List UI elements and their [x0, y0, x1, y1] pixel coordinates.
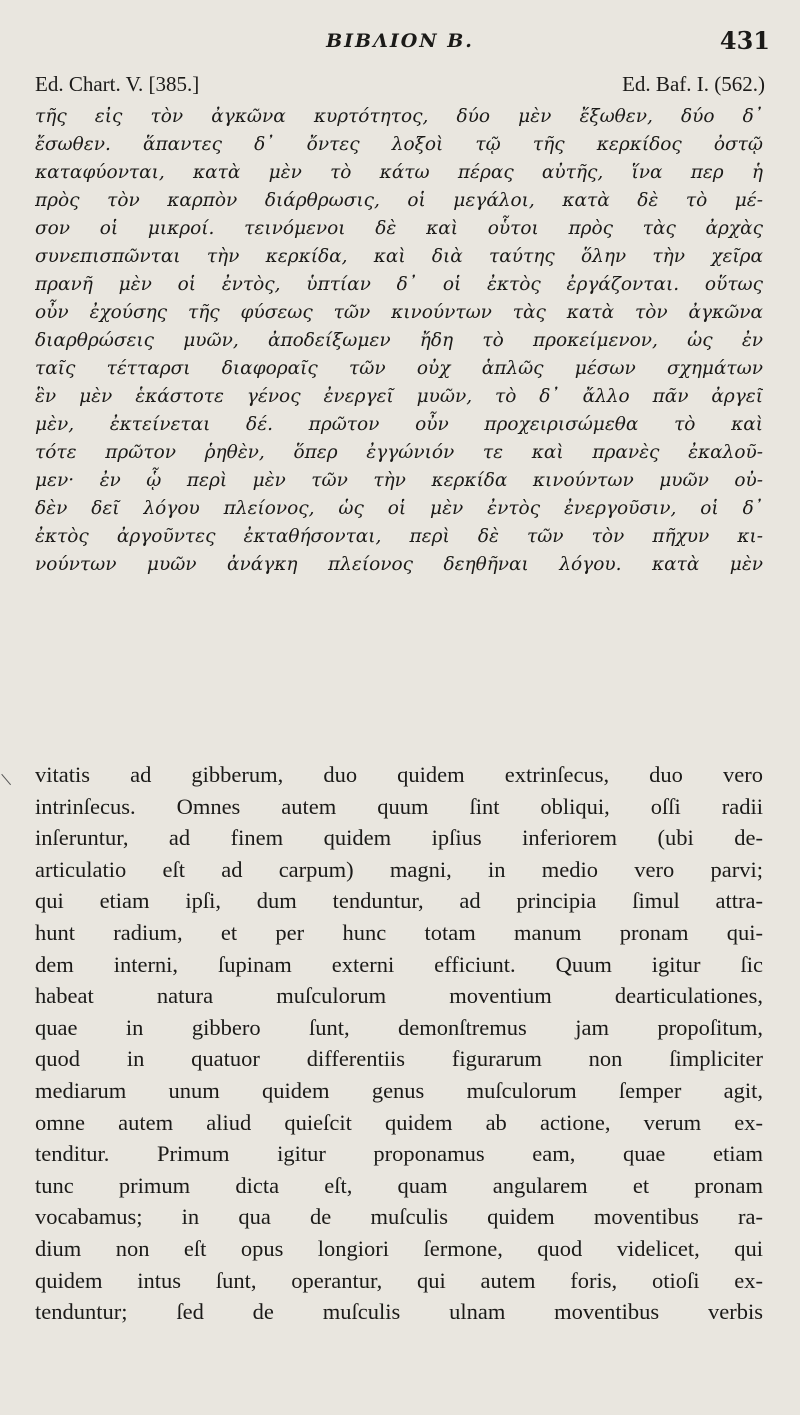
latin-text-block — [35, 759, 763, 1328]
page-number: 431 — [719, 26, 770, 55]
greek-line: πρανῆ μὲν οἱ ἐντὸς, ὑπτίαν δ᾽ οἱ ἐκτὸς ἐργάζονται. οὕτως — [35, 274, 763, 295]
running-head — [0, 26, 800, 60]
latin-line: mediarum unum quidem genus muſculorum ſemper agit, — [35, 1077, 763, 1103]
greek-line: σον οἱ μικροί. τεινόμενοι δὲ καὶ οὗτοι πρὸς τὰς ἀρχὰς — [35, 218, 763, 239]
latin-line: quidem intus ſunt, operantur, qui autem foris, otioſi ex- — [35, 1267, 763, 1293]
latin-line: dem interni, ſupinam externi efficiunt. Quum igitur ſic — [35, 951, 763, 977]
greek-line: τότε πρῶτον ῥηθὲν, ὅπερ ἐγγώνιόν τε καὶ πρανὲς ἐκαλοῦ- — [35, 442, 763, 463]
latin-line: habeat natura muſculorum moventium dearticulationes, — [35, 983, 763, 1009]
greek-text-block — [35, 103, 763, 579]
greek-line: ἔσωθεν. ἅπαντες δ᾽ ὄντες λοξοὶ τῷ τῆς κερκίδος ὀστῷ — [35, 134, 763, 155]
latin-line: dium non eſt opus longiori ſermone, quod videlicet, qui — [35, 1235, 763, 1261]
latin-line: articulatio eſt ad carpum) magni, in medio vero parvi; — [35, 856, 763, 882]
book-title: ΒΙΒΛΙΟΝ Β. — [326, 30, 474, 52]
margin-mark — [1, 765, 21, 785]
greek-line: οὖν ἐχούσης τῆς φύσεως τῶν κινούντων τὰς κατὰ τὸν ἀγκῶνα — [35, 302, 763, 323]
latin-line: hunt radium, et per hunc totam manum pronam qui- — [35, 919, 763, 945]
latin-line: tenduntur; ſed de muſculis ulnam moventibus verbis — [35, 1299, 763, 1325]
greek-line: μὲν, ἐκτείνεται δέ. πρῶτον οὖν προχειρισώμεθα τὸ καὶ — [35, 414, 763, 435]
edition-chartier: Ed. Chart. V. [385.] — [35, 72, 200, 96]
latin-line: vocabamus; in qua de muſculis quidem moventibus ra- — [35, 1204, 763, 1230]
latin-line: tenditur. Primum igitur proponamus eam, quae etiam — [35, 1141, 763, 1167]
greek-line: νούντων μυῶν ἀνάγκη πλείονος δεηθῆναι λόγου. κατὰ μὲν — [35, 554, 763, 575]
edition-basel: Ed. Baf. I. (562.) — [622, 72, 765, 96]
greek-line: συνεπισπῶνται τὴν κερκίδα, καὶ διὰ ταύτης ὅλην τὴν χεῖρα — [35, 246, 763, 267]
latin-line: intrinſecus. Omnes autem quum ſint obliqui, oſſi radii — [35, 793, 763, 819]
greek-line: ἐκτὸς ἀργοῦντες ἐκταθήσονται, περὶ δὲ τῶν τὸν πῆχυν κι- — [35, 526, 763, 547]
greek-line: ἓν μὲν ἑκάστοτε γένος ἐνεργεῖ μυῶν, τὸ δ᾽ ἄλλο πᾶν ἀργεῖ — [35, 386, 763, 407]
latin-line: omne autem aliud quieſcit quidem ab actione, verum ex- — [35, 1109, 763, 1135]
latin-line: tunc primum dicta eſt, quam angularem et pronam — [35, 1172, 763, 1198]
latin-line: inſeruntur, ad finem quidem ipſius inferiorem (ubi de- — [35, 825, 763, 851]
latin-line: vitatis ad gibberum, duo quidem extrinſecus, duo vero — [35, 762, 763, 787]
latin-line: qui etiam ipſi, dum tenduntur, ad principia ſimul attra- — [35, 888, 763, 914]
greek-line: μεν· ἐν ᾧ περὶ μὲν τῶν τὴν κερκίδα κινούντων μυῶν οὐ- — [35, 470, 763, 491]
latin-line: quae in gibbero ſunt, demonſtremus jam propoſitum, — [35, 1014, 763, 1040]
latin-line: quod in quatuor differentiis figurarum non ſimpliciter — [35, 1046, 763, 1072]
greek-line: διαρθρώσεις μυῶν, ἀποδείξωμεν ἤδη τὸ προκείμενον, ὡς ἐν — [35, 330, 763, 351]
greek-line: καταφύονται, κατὰ μὲν τὸ κάτω πέρας αὐτῆς, ἵνα περ ἡ — [35, 162, 763, 183]
greek-line: πρὸς τὸν καρπὸν διάρθρωσις, οἱ μεγάλοι, κατὰ δὲ τὸ μέ- — [35, 190, 763, 211]
greek-line: ταῖς τέτταρσι διαφοραῖς τῶν οὐχ ἁπλῶς μέσων σχημάτων — [35, 358, 763, 379]
greek-line: τῆς εἰς τὸν ἀγκῶνα κυρτότητος, δύο μὲν ἔξωθεν, δύο δ᾽ — [35, 106, 763, 127]
greek-line: δὲν δεῖ λόγου πλείονος, ὡς οἱ μὲν ἐντὸς ἐνεργοῦσιν, οἱ δ᾽ — [35, 498, 763, 519]
